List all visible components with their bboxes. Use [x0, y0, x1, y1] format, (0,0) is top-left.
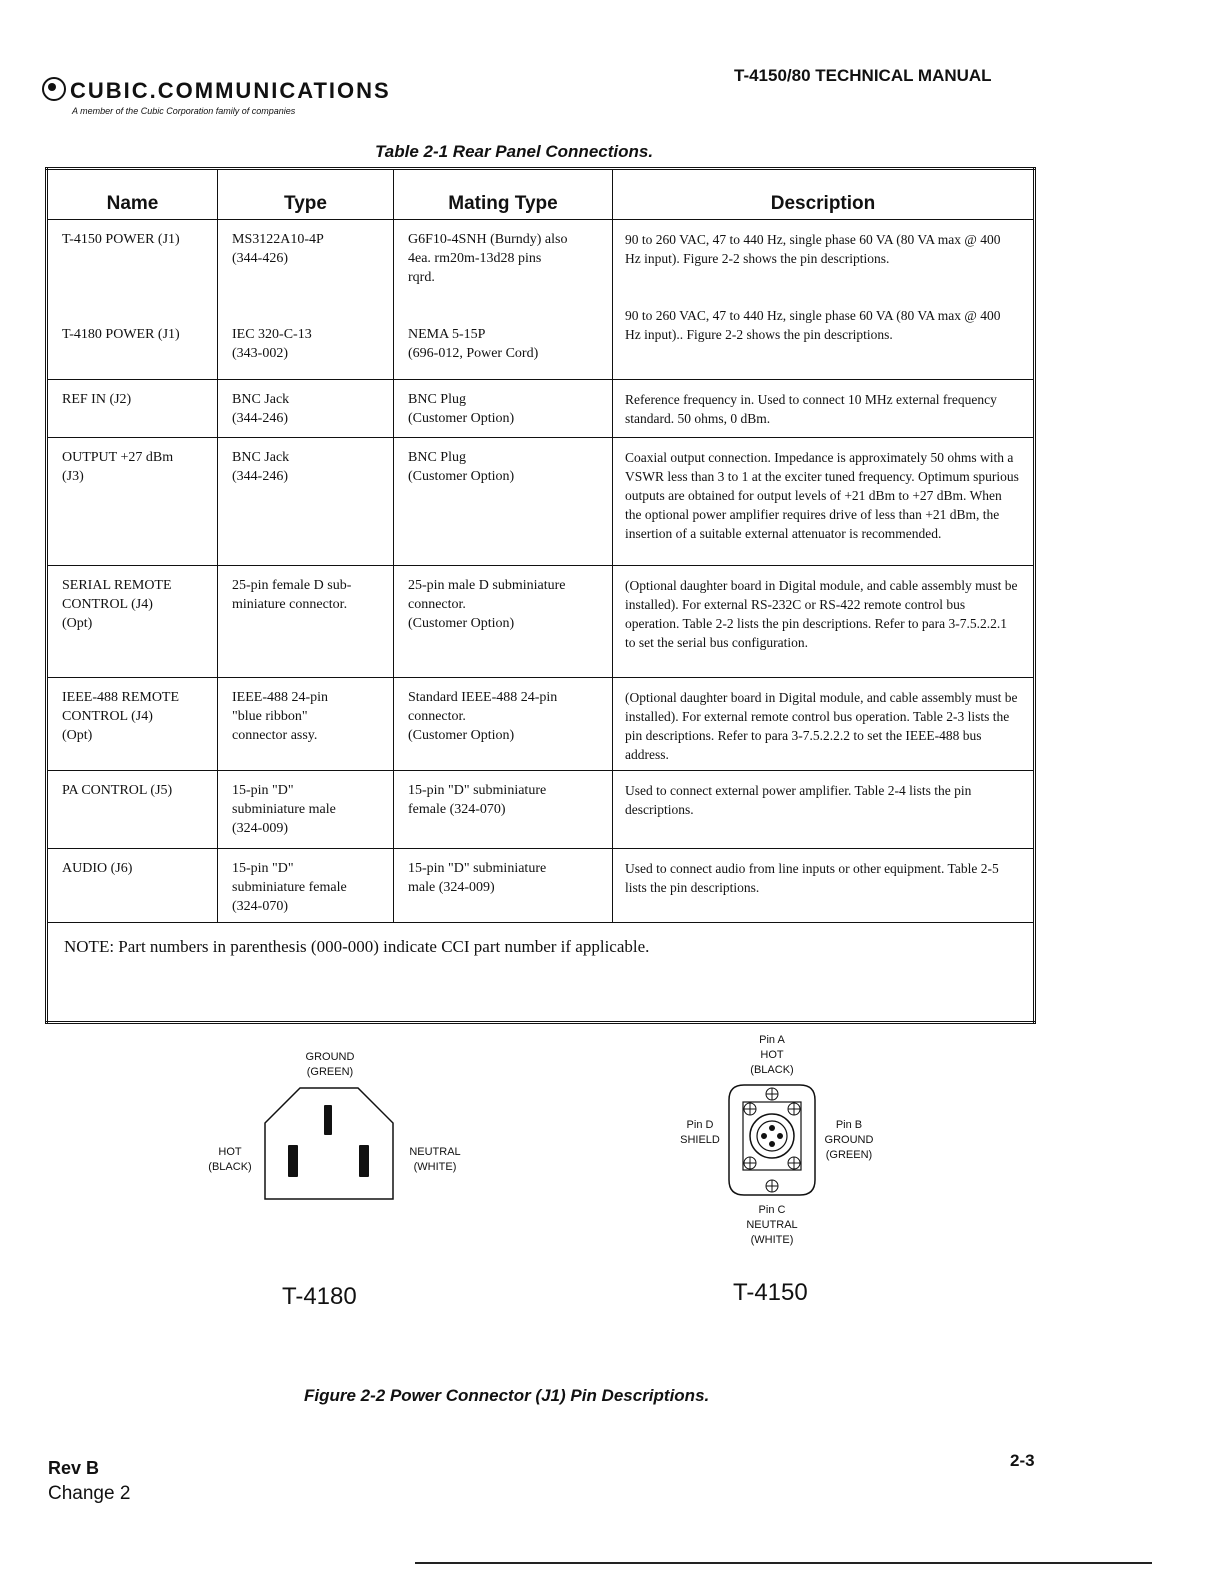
name-cell: AUDIO (J6) — [47, 849, 218, 923]
logo-text: CUBIC.COMMUNICATIONS — [70, 78, 391, 103]
type-cell: BNC Jack (344-246) — [218, 380, 394, 438]
name-cell: OUTPUT +27 dBm (J3) — [47, 438, 218, 566]
table-title: Table 2-1 Rear Panel Connections. — [375, 142, 654, 161]
iec-connector-outline — [265, 1088, 393, 1199]
company-seal-icon — [42, 77, 66, 101]
revision-label: Rev B — [48, 1458, 100, 1478]
ground-pin-icon — [324, 1105, 332, 1135]
mounting-hole-icon — [744, 1088, 800, 1192]
name-cell: PA CONTROL (J5) — [47, 771, 218, 849]
t4150-model-label: T-4150 — [733, 1279, 808, 1306]
table-row — [47, 849, 1035, 923]
description-cell: Used to connect audio from line inputs or other equipment. Table 2-5 lists the pin descriptions. — [613, 849, 1035, 923]
change-label: Change 2 — [48, 1483, 131, 1504]
type-cell: 15-pin "D" subminiature female (324-070) — [218, 849, 394, 923]
neutral-pin-icon — [359, 1145, 369, 1177]
iec-connector-icon — [262, 1085, 396, 1203]
column-header: Description — [613, 169, 1035, 220]
t4150-pin-c-label: Pin C NEUTRAL (WHITE) — [746, 1204, 798, 1246]
bottom-rule — [415, 1562, 1152, 1564]
table-note-row — [47, 923, 1035, 1023]
hot-pin-icon — [288, 1145, 298, 1177]
t4150-pin-a-label: Pin A HOT (BLACK) — [750, 1034, 794, 1076]
t4180-model-label: T-4180 — [282, 1283, 357, 1310]
type-cell: MS3122A10-4P (344-426) IEC 320-C-13 (343-002) — [218, 220, 394, 380]
t4180-neutral-label: NEUTRAL (WHITE) — [409, 1146, 461, 1173]
ms-connector-icon — [726, 1082, 818, 1198]
ms-connector-flange — [743, 1102, 801, 1170]
figure-caption: Figure 2-2 Power Connector (J1) Pin Descriptions. — [304, 1386, 710, 1405]
description-cell: (Optional daughter board in Digital module, and cable assembly must be installed). For external RS-232C or RS-422 remote control bus operation. Table 2-2 lists the pin descriptions. Refer to para 3-7.5.2.2.1 to set the serial bus configuration. — [613, 566, 1035, 678]
page-number: 2-3 — [1010, 1451, 1035, 1470]
type-cell: BNC Jack (344-246) — [218, 438, 394, 566]
column-header: Type — [218, 169, 394, 220]
company-logo — [42, 74, 391, 116]
table-note: NOTE: Part numbers in parenthesis (000-000) indicate CCI part number if applicable. — [47, 923, 1035, 1023]
table-row — [47, 771, 1035, 849]
description-cell: 90 to 260 VAC, 47 to 440 Hz, single phase 60 VA (80 VA max @ 400 Hz input). Figure 2-2 shows the pin descriptions. 90 to 260 VAC, 47 to 440 Hz, single phase 60 VA (80 VA max @ 400 Hz input).. Figure 2-2 shows the pin descriptions. — [613, 220, 1035, 380]
connector-pins-icon — [761, 1125, 783, 1147]
t4180-ground-label: GROUND (GREEN) — [305, 1051, 355, 1078]
table-row — [47, 380, 1035, 438]
description-cell: Coaxial output connection. Impedance is approximately 50 ohms with a VSWR less than 3 to 1 at the exciter tuned frequency. Optimum spurious outputs are obtained for output levels of +21 dBm to +27 dBm. When the optional power amplifier requires drive of less than +21 dBm, the insertion of a suitable external attenuator is recommended. — [613, 438, 1035, 566]
t4150-pin-b-label: Pin B GROUND (GREEN) — [824, 1119, 874, 1161]
column-header: Mating Type — [394, 169, 613, 220]
table-row — [47, 438, 1035, 566]
column-header: Name — [47, 169, 218, 220]
name-cell: SERIAL REMOTE CONTROL (J4) (Opt) — [47, 566, 218, 678]
description-cell: Reference frequency in. Used to connect 10 MHz external frequency standard. 50 ohms, 0 dBm. — [613, 380, 1035, 438]
table-header-row — [47, 169, 1035, 220]
mating-type-cell: 25-pin male D subminiature connector. (Customer Option) — [394, 566, 613, 678]
table-row — [47, 566, 1035, 678]
mating-type-cell: 15-pin "D" subminiature male (324-009) — [394, 849, 613, 923]
table-row — [47, 678, 1035, 771]
table-row — [47, 220, 1035, 380]
rear-panel-connections-table — [45, 167, 1036, 1024]
manual-title: T-4150/80 TECHNICAL MANUAL — [734, 66, 992, 85]
name-cell: IEEE-488 REMOTE CONTROL (J4) (Opt) — [47, 678, 218, 771]
name-cell: REF IN (J2) — [47, 380, 218, 438]
description-cell: Used to connect external power amplifier. Table 2-4 lists the pin descriptions. — [613, 771, 1035, 849]
type-cell: IEEE-488 24-pin "blue ribbon" connector assy. — [218, 678, 394, 771]
t4150-pin-d-label: Pin D SHIELD — [680, 1119, 720, 1146]
logo-subtitle: A member of the Cubic Corporation family of companies — [72, 106, 296, 116]
mating-type-cell: BNC Plug (Customer Option) — [394, 438, 613, 566]
mating-type-cell: G6F10-4SNH (Burndy) also 4ea. rm20m-13d28 pins rqrd. NEMA 5-15P (696-012, Power Cord) — [394, 220, 613, 380]
type-cell: 15-pin "D" subminiature male (324-009) — [218, 771, 394, 849]
type-cell: 25-pin female D sub- miniature connector. — [218, 566, 394, 678]
mating-type-cell: BNC Plug (Customer Option) — [394, 380, 613, 438]
t4180-hot-label: HOT (BLACK) — [208, 1146, 252, 1173]
mating-type-cell: Standard IEEE-488 24-pin connector. (Customer Option) — [394, 678, 613, 771]
mating-type-cell: 15-pin "D" subminiature female (324-070) — [394, 771, 613, 849]
name-cell: T-4150 POWER (J1) T-4180 POWER (J1) — [47, 220, 218, 380]
description-cell: (Optional daughter board in Digital module, and cable assembly must be installed). For external remote control bus operation. Table 2-3 lists the pin descriptions. Refer to para 3-7.5.2.2.2 to set the IEEE-488 bus address. — [613, 678, 1035, 771]
